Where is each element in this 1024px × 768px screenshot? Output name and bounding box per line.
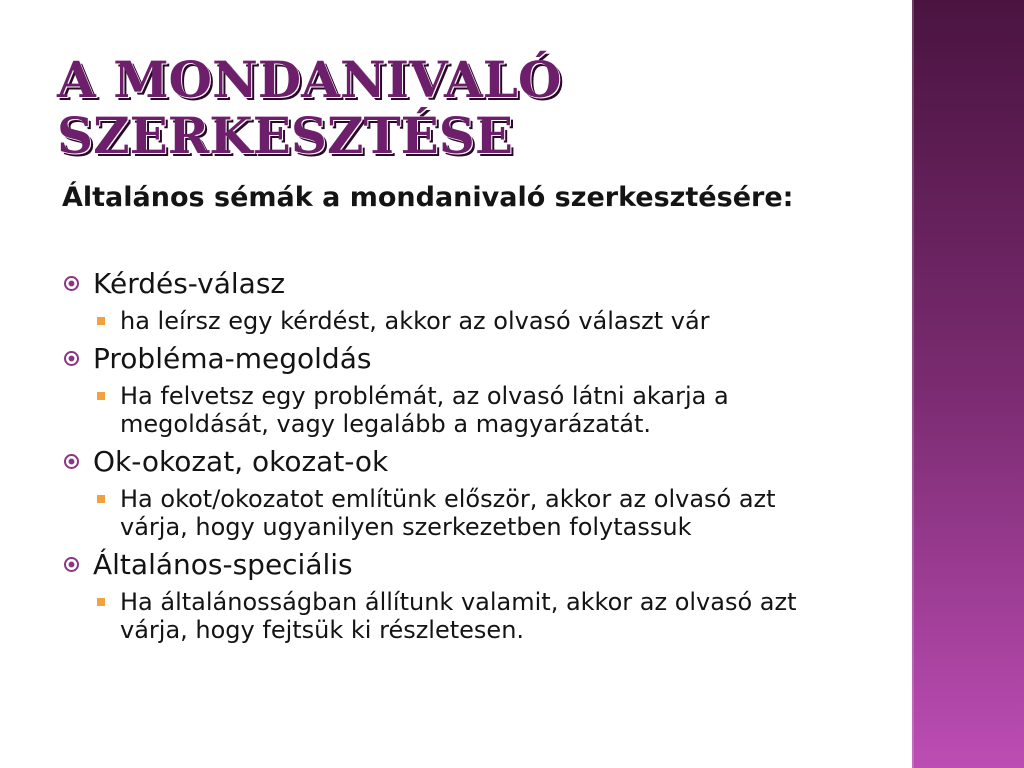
square-bullet-icon [97,495,105,503]
sub-bullet-item [93,588,900,644]
sub-bullet-item [93,382,900,438]
circled-dot-bullet-icon [64,276,79,291]
bullet-heading: Kérdés-válasz [93,267,286,300]
circled-dot-bullet-icon [64,557,79,572]
bullet-list [0,264,900,648]
bullet-item-problema-megoldas [0,339,900,438]
bullet-heading: Probléma-megoldás [93,342,372,375]
circled-dot-bullet-icon [64,351,79,366]
sub-bullet-list [93,485,900,541]
bullet-detail: Ha okot/okozatot említünk először, akkor az olvasó azt várja, hogy ugyanilyen szerkezetben folytassuk [120,485,776,541]
slide-subtitle: Általános sémák a mondanivaló szerkesztésére: [62,182,794,213]
sub-bullet-list [93,382,900,438]
sub-bullet-list [93,307,900,335]
bullet-heading: Általános-speciális [93,548,353,581]
circled-dot-bullet-icon [64,454,79,469]
bullet-detail: ha leírsz egy kérdést, akkor az olvasó választ vár [120,307,710,335]
sub-bullet-item [93,485,900,541]
square-bullet-icon [97,392,105,400]
sub-bullet-item [93,307,900,335]
bullet-heading: Ok-okozat, okozat-ok [93,445,389,478]
bullet-detail: Ha felvetsz egy problémát, az olvasó látni akarja a megoldását, vagy legalább a magyarázatát. [120,382,729,438]
slide-title: A MONDANIVALÓ SZERKESZTÉSE [57,50,562,165]
bullet-item-ok-okozat [0,442,900,541]
bullet-item-altalanos-specialis [0,545,900,644]
bullet-detail: Ha általánosságban állítunk valamit, akkor az olvasó azt várja, hogy fejtsük ki részletesen. [120,588,797,644]
accent-strip [912,0,1024,768]
sub-bullet-list [93,588,900,644]
square-bullet-icon [97,598,105,606]
square-bullet-icon [97,317,105,325]
bullet-item-kerdes-valasz [0,264,900,335]
